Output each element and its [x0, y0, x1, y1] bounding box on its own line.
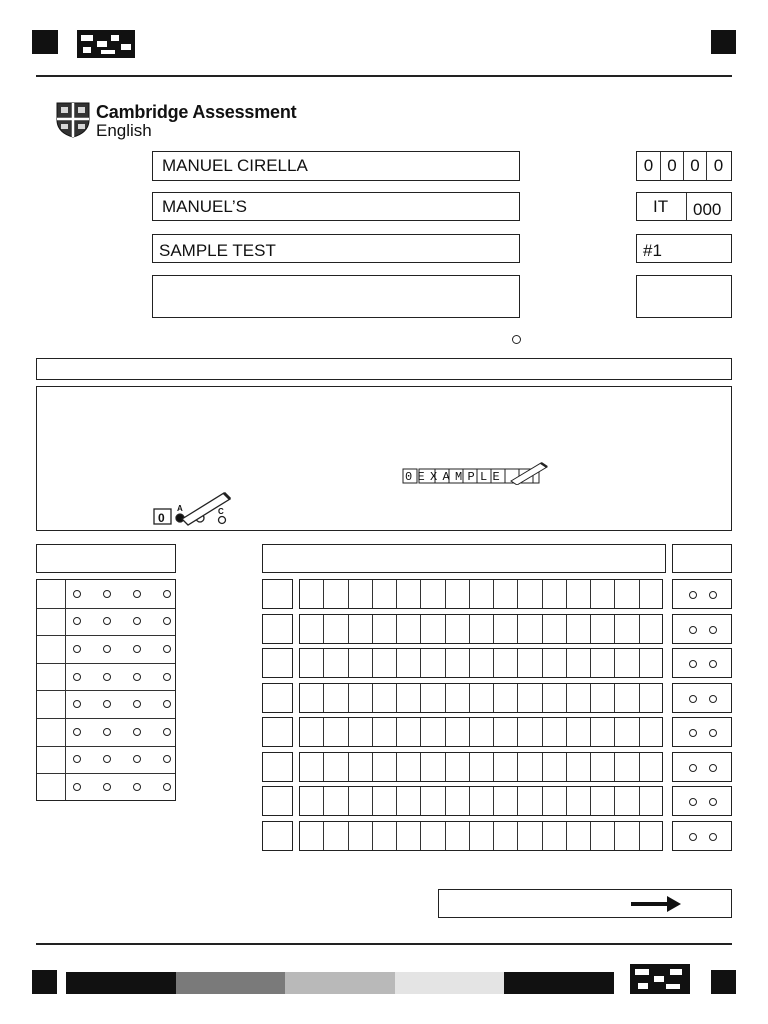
score-option-bubble[interactable]: [689, 695, 697, 703]
mc-option-bubble[interactable]: [163, 755, 171, 763]
letter-box[interactable]: [518, 753, 542, 781]
letter-box[interactable]: [543, 615, 567, 643]
example-mc-letter-c: C: [218, 507, 224, 516]
letter-box[interactable]: [567, 615, 591, 643]
word-letter-boxes: [299, 648, 663, 678]
word-question-number-box: [262, 579, 293, 609]
mc-option-bubble[interactable]: [163, 700, 171, 708]
word-question-number-box: [262, 717, 293, 747]
example-mc-marking: [152, 487, 232, 527]
mc-option-bubble[interactable]: [163, 645, 171, 653]
letter-box[interactable]: [421, 822, 445, 850]
word-question-number-box: [262, 683, 293, 713]
instructions-header-bar: [36, 358, 732, 380]
letter-box[interactable]: [591, 580, 615, 608]
mc-option-bubble[interactable]: [73, 590, 81, 598]
letter-box[interactable]: [615, 580, 639, 608]
letter-box[interactable]: [373, 684, 397, 712]
letter-box[interactable]: [421, 649, 445, 677]
letter-box[interactable]: [421, 684, 445, 712]
letter-box[interactable]: [324, 649, 348, 677]
letter-box[interactable]: [421, 753, 445, 781]
letter-box[interactable]: [300, 580, 324, 608]
mc-option-bubble[interactable]: [73, 755, 81, 763]
timing-mark-bottom-left: [32, 970, 57, 994]
mc-row-divider: [37, 635, 175, 636]
letter-box[interactable]: [300, 718, 324, 746]
mc-option-bubble[interactable]: [73, 783, 81, 791]
score-box: [672, 752, 732, 782]
mc-option-bubble[interactable]: [73, 645, 81, 653]
centre-number-value: 000: [693, 200, 722, 219]
score-box: [672, 579, 732, 609]
country-code-value: IT: [653, 197, 669, 216]
score-option-bubble[interactable]: [689, 660, 697, 668]
mc-option-bubble[interactable]: [133, 700, 141, 708]
word-question-number-box: [262, 752, 293, 782]
word-letter-boxes: [299, 579, 663, 609]
letter-box[interactable]: [397, 787, 421, 815]
mc-option-bubble[interactable]: [133, 755, 141, 763]
mc-option-bubble[interactable]: [163, 673, 171, 681]
mc-option-bubble[interactable]: [103, 617, 111, 625]
mc-option-bubble[interactable]: [103, 783, 111, 791]
supervisor-option-bubble[interactable]: [512, 335, 521, 344]
mc-option-bubble[interactable]: [73, 617, 81, 625]
letter-box[interactable]: [470, 753, 494, 781]
arrow-right-icon: [631, 896, 681, 912]
letter-box[interactable]: [591, 684, 615, 712]
letter-box[interactable]: [615, 822, 639, 850]
letter-box[interactable]: [421, 580, 445, 608]
letter-box[interactable]: [518, 787, 542, 815]
word-question-number-box: [262, 614, 293, 644]
letter-box[interactable]: [591, 718, 615, 746]
candidate-number-digit: 0: [661, 152, 684, 180]
score-box: [672, 786, 732, 816]
centre-number-divider: [686, 193, 687, 220]
mc-option-bubble[interactable]: [103, 700, 111, 708]
letter-box[interactable]: [567, 753, 591, 781]
score-option-bubble[interactable]: [689, 626, 697, 634]
mc-option-bubble[interactable]: [103, 755, 111, 763]
letter-box[interactable]: [567, 822, 591, 850]
mc-row-divider: [37, 746, 175, 747]
letter-box[interactable]: [324, 718, 348, 746]
letter-box[interactable]: [397, 822, 421, 850]
letter-box[interactable]: [373, 822, 397, 850]
letter-box[interactable]: [543, 684, 567, 712]
letter-box[interactable]: [446, 649, 470, 677]
mc-option-bubble[interactable]: [163, 590, 171, 598]
letter-box[interactable]: [567, 649, 591, 677]
word-question-number-box: [262, 648, 293, 678]
letter-box[interactable]: [446, 753, 470, 781]
letter-box[interactable]: [543, 649, 567, 677]
letter-box[interactable]: [518, 580, 542, 608]
letter-box[interactable]: [615, 684, 639, 712]
mc-option-bubble[interactable]: [133, 617, 141, 625]
candidate-number-digit: 0: [684, 152, 707, 180]
letter-box[interactable]: [615, 649, 639, 677]
centre-name-field[interactable]: [152, 192, 520, 221]
letter-box[interactable]: [373, 649, 397, 677]
mc-option-bubble[interactable]: [163, 728, 171, 736]
letter-box[interactable]: [397, 718, 421, 746]
letter-box[interactable]: [324, 615, 348, 643]
candidate-number-digit: 0: [713, 156, 724, 175]
gray-swatch-light: [395, 972, 505, 994]
score-option-bubble[interactable]: [689, 729, 697, 737]
letter-box[interactable]: [373, 718, 397, 746]
score-option-bubble[interactable]: [709, 591, 717, 599]
letter-box[interactable]: [446, 822, 470, 850]
letter-box[interactable]: [373, 753, 397, 781]
letter-box[interactable]: [543, 787, 567, 815]
letter-box[interactable]: [421, 787, 445, 815]
mc-option-bubble[interactable]: [103, 673, 111, 681]
letter-box[interactable]: [640, 753, 664, 781]
logo-subtitle: English: [96, 121, 152, 140]
mc-option-bubble[interactable]: [103, 645, 111, 653]
letter-box[interactable]: [470, 684, 494, 712]
letter-box[interactable]: [373, 787, 397, 815]
candidate-name-value: MANUEL CIRELLA: [162, 156, 308, 175]
test-number-value: #1: [643, 241, 662, 260]
letter-box[interactable]: [470, 615, 494, 643]
score-option-bubble[interactable]: [709, 729, 717, 737]
mc-option-bubble[interactable]: [133, 645, 141, 653]
mc-row-divider: [37, 773, 175, 774]
word-letter-boxes: [299, 821, 663, 851]
score-box: [672, 614, 732, 644]
letter-box[interactable]: [615, 753, 639, 781]
mc-option-bubble[interactable]: [73, 700, 81, 708]
word-question-number-box: [262, 786, 293, 816]
letter-box[interactable]: [349, 649, 373, 677]
mc-option-bubble[interactable]: [103, 590, 111, 598]
letter-box[interactable]: [567, 684, 591, 712]
letter-box[interactable]: [421, 615, 445, 643]
letter-box[interactable]: [373, 580, 397, 608]
letter-box[interactable]: [349, 684, 373, 712]
letter-box[interactable]: [397, 649, 421, 677]
word-letter-boxes: [299, 683, 663, 713]
letter-box[interactable]: [567, 580, 591, 608]
letter-box[interactable]: [446, 787, 470, 815]
score-option-bubble[interactable]: [689, 591, 697, 599]
score-option-bubble[interactable]: [689, 764, 697, 772]
timing-mark-top-right: [711, 30, 736, 54]
grayscale-calibration-strip: [66, 972, 614, 994]
letter-box[interactable]: [494, 580, 518, 608]
example-mc-letter-a: A: [177, 504, 183, 513]
letter-box[interactable]: [494, 684, 518, 712]
example-word-boxes: [401, 461, 551, 490]
letter-box[interactable]: [324, 684, 348, 712]
letter-box[interactable]: [615, 615, 639, 643]
letter-box[interactable]: [591, 649, 615, 677]
score-option-bubble[interactable]: [709, 798, 717, 806]
letter-box[interactable]: [518, 684, 542, 712]
barcode-top: [77, 30, 135, 58]
mc-row-divider: [37, 663, 175, 664]
letter-box[interactable]: [615, 718, 639, 746]
letter-box[interactable]: [446, 615, 470, 643]
letter-box[interactable]: [518, 822, 542, 850]
score-box: [672, 648, 732, 678]
score-option-bubble[interactable]: [709, 626, 717, 634]
gray-swatch-black: [66, 972, 176, 994]
timing-mark-bottom-right: [711, 970, 736, 994]
candidate-number-digit: 0: [637, 152, 661, 180]
mc-option-bubble[interactable]: [73, 673, 81, 681]
letter-box[interactable]: [397, 615, 421, 643]
mc-option-bubble[interactable]: [163, 783, 171, 791]
mc-section-header: [36, 544, 176, 573]
score-option-bubble[interactable]: [709, 695, 717, 703]
letter-box[interactable]: [470, 580, 494, 608]
cambridge-logo: [56, 100, 306, 142]
mc-answer-grid: [36, 579, 176, 801]
blank-info-field[interactable]: [152, 275, 520, 318]
examination-title-field[interactable]: [152, 234, 520, 263]
top-divider: [36, 75, 732, 77]
letter-box[interactable]: [397, 753, 421, 781]
letter-box[interactable]: [349, 580, 373, 608]
timing-mark-top-left: [32, 30, 58, 54]
letter-box[interactable]: [494, 718, 518, 746]
score-box: [672, 717, 732, 747]
mc-option-bubble[interactable]: [103, 728, 111, 736]
letter-box[interactable]: [640, 580, 664, 608]
mc-option-bubble[interactable]: [133, 673, 141, 681]
letter-box[interactable]: [324, 787, 348, 815]
letter-box[interactable]: [591, 753, 615, 781]
letter-box[interactable]: [397, 580, 421, 608]
letter-box[interactable]: [567, 718, 591, 746]
word-section-header: [262, 544, 666, 573]
letter-box[interactable]: [300, 787, 324, 815]
test-number-field[interactable]: [636, 234, 732, 263]
letter-box[interactable]: [470, 822, 494, 850]
candidate-name-field[interactable]: [152, 151, 520, 181]
letter-box[interactable]: [640, 615, 664, 643]
gray-swatch-mid: [285, 972, 395, 994]
letter-box[interactable]: [494, 615, 518, 643]
shield-icon: [56, 102, 90, 138]
letter-box[interactable]: [446, 684, 470, 712]
centre-name-value: MANUEL’S: [162, 197, 248, 216]
letter-box[interactable]: [494, 649, 518, 677]
letter-box[interactable]: [494, 822, 518, 850]
examination-title-value: SAMPLE TEST: [159, 241, 276, 260]
letter-box[interactable]: [349, 822, 373, 850]
word-letter-boxes: [299, 717, 663, 747]
letter-box[interactable]: [446, 718, 470, 746]
letter-box[interactable]: [300, 649, 324, 677]
letter-box[interactable]: [470, 718, 494, 746]
letter-box[interactable]: [470, 649, 494, 677]
letter-box[interactable]: [470, 787, 494, 815]
letter-box[interactable]: [640, 718, 664, 746]
mc-row-divider: [37, 718, 175, 719]
score-option-bubble[interactable]: [709, 764, 717, 772]
letter-box[interactable]: [591, 822, 615, 850]
barcode-bottom: [630, 964, 690, 994]
letter-box[interactable]: [543, 822, 567, 850]
logo-title: Cambridge Assessment: [96, 102, 297, 122]
mc-option-bubble[interactable]: [133, 590, 141, 598]
gray-swatch-black-end: [504, 972, 614, 994]
centre-number-field[interactable]: [636, 192, 732, 221]
letter-box[interactable]: [446, 580, 470, 608]
letter-box[interactable]: [349, 787, 373, 815]
next-page-box[interactable]: [438, 889, 732, 918]
score-option-bubble[interactable]: [709, 833, 717, 841]
mc-option-bubble[interactable]: [163, 617, 171, 625]
letter-box[interactable]: [591, 615, 615, 643]
letter-box[interactable]: [421, 718, 445, 746]
letter-box[interactable]: [494, 753, 518, 781]
score-option-bubble[interactable]: [689, 833, 697, 841]
score-box: [672, 683, 732, 713]
letter-box[interactable]: [640, 787, 664, 815]
letter-box[interactable]: [518, 649, 542, 677]
score-option-bubble[interactable]: [709, 660, 717, 668]
score-box: [672, 821, 732, 851]
letter-box[interactable]: [324, 753, 348, 781]
letter-box[interactable]: [494, 787, 518, 815]
mc-option-bubble[interactable]: [73, 728, 81, 736]
word-letter-boxes: [299, 786, 663, 816]
instructions-panel: [36, 386, 732, 531]
example-word-text: 0EXAMPLE: [405, 470, 506, 484]
letter-box[interactable]: [543, 718, 567, 746]
letter-box[interactable]: [543, 753, 567, 781]
letter-box[interactable]: [300, 753, 324, 781]
word-question-number-box: [262, 821, 293, 851]
score-option-bubble[interactable]: [689, 798, 697, 806]
letter-box[interactable]: [300, 684, 324, 712]
gray-swatch-dark: [176, 972, 286, 994]
letter-box[interactable]: [349, 615, 373, 643]
blank-right-field[interactable]: [636, 275, 732, 318]
letter-box[interactable]: [349, 753, 373, 781]
candidate-number-field[interactable]: [636, 151, 732, 181]
word-letter-boxes: [299, 752, 663, 782]
letter-box[interactable]: [300, 822, 324, 850]
bottom-divider: [36, 943, 732, 945]
letter-box[interactable]: [591, 787, 615, 815]
mc-row-divider: [37, 690, 175, 691]
letter-box[interactable]: [324, 580, 348, 608]
example-mc-number: 0: [158, 511, 165, 525]
mark-section-header: [672, 544, 732, 573]
letter-box[interactable]: [640, 649, 664, 677]
letter-box[interactable]: [373, 615, 397, 643]
word-letter-boxes: [299, 614, 663, 644]
mc-option-bubble[interactable]: [133, 728, 141, 736]
letter-box[interactable]: [349, 718, 373, 746]
letter-box[interactable]: [518, 718, 542, 746]
letter-box[interactable]: [640, 822, 664, 850]
letter-box[interactable]: [324, 822, 348, 850]
letter-box[interactable]: [640, 684, 664, 712]
mc-option-bubble[interactable]: [133, 783, 141, 791]
letter-box[interactable]: [300, 615, 324, 643]
letter-box[interactable]: [567, 787, 591, 815]
letter-box[interactable]: [615, 787, 639, 815]
letter-box[interactable]: [518, 615, 542, 643]
mc-row-divider: [37, 608, 175, 609]
letter-box[interactable]: [397, 684, 421, 712]
letter-box[interactable]: [543, 580, 567, 608]
